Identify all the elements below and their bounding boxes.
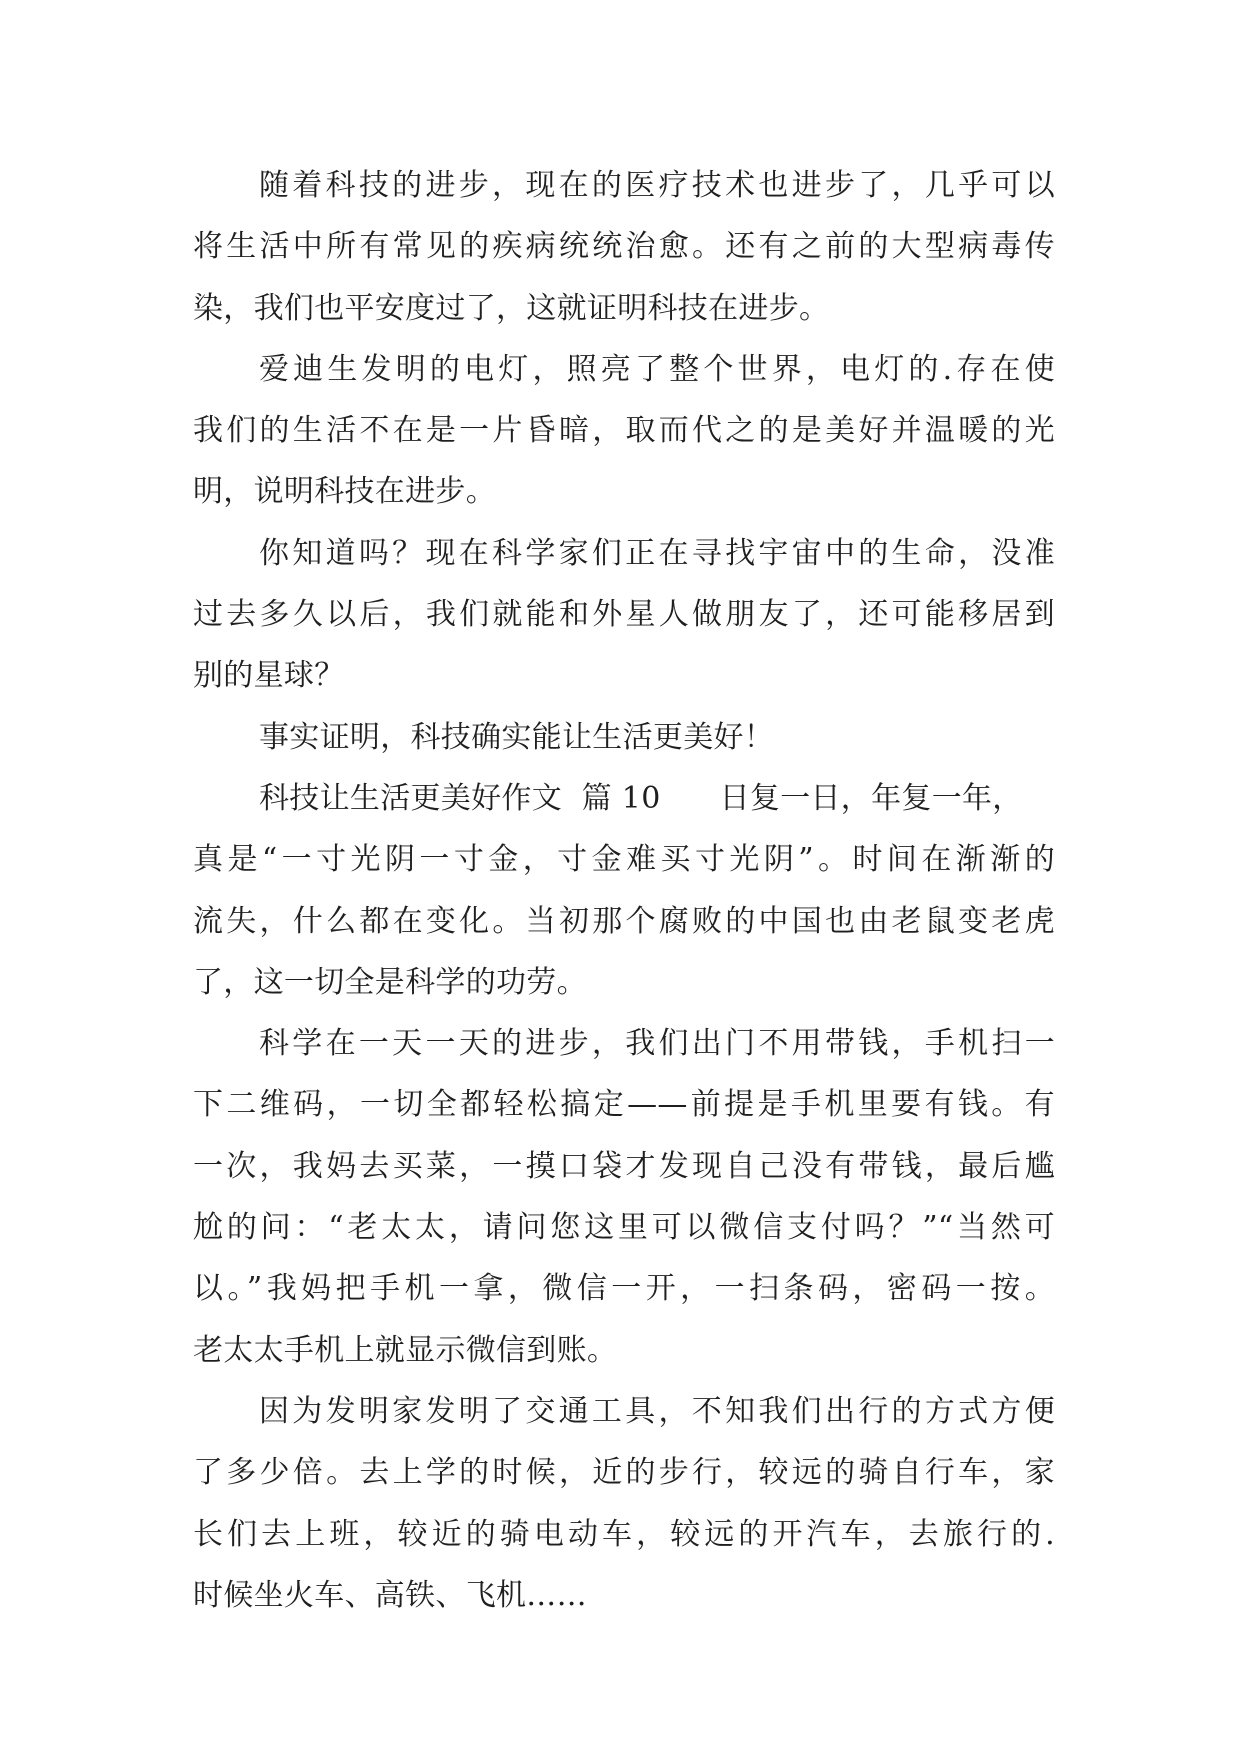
- text-line: 别的星球？: [193, 658, 345, 694]
- essay-body: [193, 155, 1055, 1626]
- text-line: 老太太手机上就显示微信到账。: [193, 1332, 618, 1368]
- text-line: 你知道吗？现在科学家们正在寻找宇宙中的生命，没准: [259, 535, 1055, 571]
- text-line: 事实证明，科技确实能让生活更美好！: [259, 719, 775, 755]
- text-line: 随着科技的进步，现在的医疗技术也进步了，几乎可以: [259, 168, 1055, 203]
- text-line: 爱迪生发明的电灯，照亮了整个世界，电灯的.存在使: [259, 351, 1055, 387]
- text-line: 真是“一寸光阴一寸金，寸金难买寸光阴”。时间在渐渐的: [193, 842, 1055, 878]
- text-line: 染，我们也平安度过了，这就证明科技在进步。: [193, 290, 830, 326]
- text-line: 尬的问：“老太太，请问您这里可以微信支付吗？”“当然可: [193, 1210, 1055, 1246]
- text-line: 以。”我妈把手机一拿，微信一开，一扫条码，密码一按。: [193, 1271, 1055, 1307]
- text-line: 流失，什么都在变化。当初那个腐败的中国也由老鼠变老虎: [193, 903, 1055, 939]
- text-line: 科学在一天一天的进步，我们出门不用带钱，手机扫一: [259, 1026, 1055, 1062]
- text-line: 了，这一切全是科学的功劳。: [193, 964, 587, 1000]
- text-line: 下二维码，一切全都轻松搞定——前提是手机里要有钱。有: [193, 1087, 1055, 1123]
- text-line: 一次，我妈去买菜，一摸口袋才发现自己没有带钱，最后尴: [193, 1148, 1055, 1184]
- text-line: 因为发明家发明了交通工具，不知我们出行的方式方便: [259, 1393, 1055, 1429]
- text-line: 长们去上班，较近的骑电动车，较远的开汽车，去旅行的.: [193, 1516, 1055, 1552]
- text-line: 科技让生活更美好作文 篇 10 日复一日，年复一年，: [259, 780, 1023, 816]
- text-line: 了多少倍。去上学的时候，近的步行，较远的骑自行车，家: [193, 1455, 1055, 1491]
- text-line: 我们的生活不在是一片昏暗，取而代之的是美好并温暖的光: [193, 413, 1055, 449]
- text-line: 将生活中所有常见的疾病统统治愈。还有之前的大型病毒传: [193, 229, 1055, 265]
- text-line: 时候坐火车、高铁、飞机……: [193, 1577, 587, 1613]
- text-line: 明，说明科技在进步。: [193, 474, 496, 510]
- text-line: 过去多久以后，我们就能和外星人做朋友了，还可能移居到: [193, 597, 1055, 633]
